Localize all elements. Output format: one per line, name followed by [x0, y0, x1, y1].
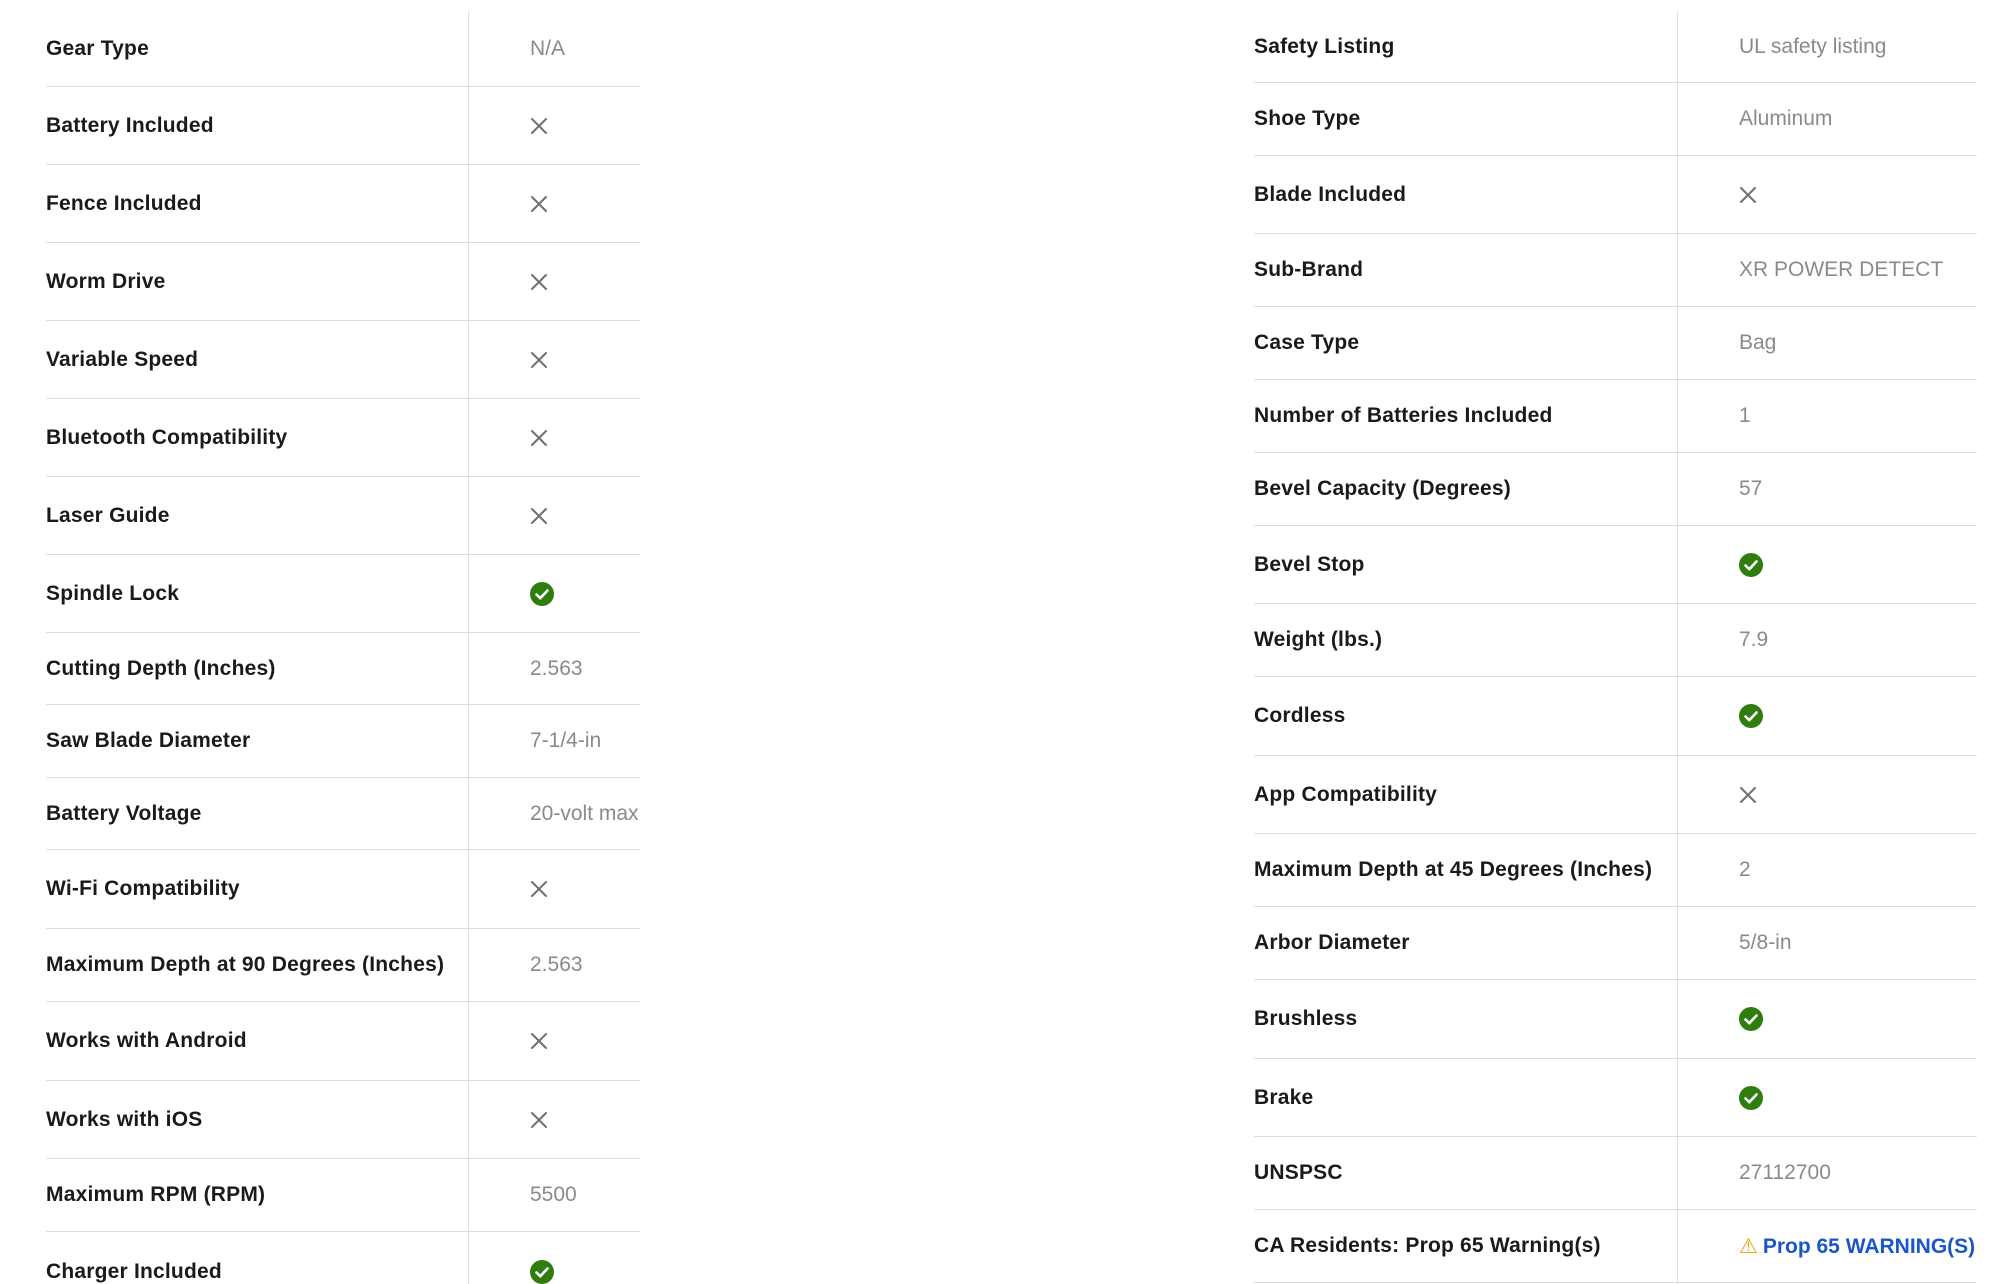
- spec-value: [469, 399, 640, 476]
- prop65-warning-text: Prop 65 WARNING(S): [1762, 1234, 1976, 1258]
- spec-value: [1678, 1059, 1977, 1136]
- spec-value: 2.563: [530, 656, 583, 680]
- checkmark-circle-icon: [1739, 1007, 1763, 1031]
- spec-row-laser-guide: [46, 477, 640, 555]
- spec-value: 7.9: [1739, 628, 1769, 651]
- spec-label: Battery Included: [46, 87, 469, 164]
- spec-label: App Compatibility: [1254, 756, 1678, 833]
- spec-row-wi-fi-compatibility: [46, 850, 640, 929]
- spec-row-blade-included: [1254, 156, 1977, 234]
- spec-value: 27112700: [1739, 1161, 1831, 1184]
- spec-row-spindle-lock: [46, 555, 640, 633]
- spec-row-maximum-depth-at-90-degrees-inches: [46, 929, 640, 1002]
- spec-label: Bevel Capacity (Degrees): [1254, 453, 1678, 525]
- spec-row-works-with-ios: [46, 1081, 640, 1159]
- spec-row-case-type: [1254, 307, 1977, 380]
- specifications-table-right: [1254, 11, 1977, 1283]
- specifications-table-left: [46, 11, 640, 1284]
- spec-value: [469, 87, 640, 164]
- spec-row-arbor-diameter: [1254, 907, 1977, 980]
- spec-label: Cutting Depth (Inches): [46, 633, 469, 704]
- spec-value: 1: [1739, 404, 1751, 427]
- spec-label: Safety Listing: [1254, 11, 1678, 82]
- checkmark-circle-icon: [1739, 704, 1763, 728]
- spec-label: Arbor Diameter: [1254, 907, 1678, 979]
- x-mark-icon: [530, 507, 548, 525]
- spec-row-unspsc: [1254, 1137, 1977, 1210]
- spec-label: Sub-Brand: [1254, 234, 1678, 306]
- spec-value: 20-volt max: [530, 801, 639, 825]
- warning-triangle-icon: ⚠: [1739, 1234, 1758, 1258]
- spec-row-works-with-android: [46, 1002, 640, 1081]
- spec-value: N/A: [530, 36, 566, 60]
- spec-label: Brushless: [1254, 980, 1678, 1058]
- spec-label: Variable Speed: [46, 321, 469, 398]
- spec-label: UNSPSC: [1254, 1137, 1678, 1209]
- x-mark-icon: [1739, 186, 1757, 204]
- spec-value: 2.563: [530, 953, 583, 976]
- spec-label: Saw Blade Diameter: [46, 705, 469, 777]
- x-mark-icon: [1739, 786, 1757, 804]
- spec-row-weight-lbs: [1254, 604, 1977, 677]
- spec-row-bevel-stop: [1254, 526, 1977, 604]
- spec-label: Bevel Stop: [1254, 526, 1678, 603]
- x-mark-icon: [530, 429, 548, 447]
- x-mark-icon: [530, 273, 548, 291]
- x-mark-icon: [530, 195, 548, 213]
- spec-value: [1678, 1210, 1977, 1282]
- spec-label: Maximum Depth at 90 Degrees (Inches): [46, 929, 469, 1001]
- spec-value: [469, 243, 640, 320]
- spec-row-sub-brand: [1254, 234, 1977, 307]
- spec-row-app-compatibility: [1254, 756, 1977, 834]
- spec-value: [1678, 677, 1977, 755]
- spec-label: Gear Type: [46, 11, 469, 86]
- spec-label: CA Residents: Prop 65 Warning(s): [1254, 1210, 1678, 1282]
- spec-row-number-of-batteries-included: [1254, 380, 1977, 453]
- spec-value: [1678, 756, 1977, 833]
- x-mark-icon: [530, 1032, 548, 1050]
- spec-value: 7-1/4-in: [530, 729, 602, 752]
- spec-row-cordless: [1254, 677, 1977, 756]
- spec-label: Blade Included: [1254, 156, 1678, 233]
- spec-row-battery-voltage: [46, 778, 640, 850]
- spec-label: Laser Guide: [46, 477, 469, 554]
- spec-label: Worm Drive: [46, 243, 469, 320]
- checkmark-circle-icon: [1739, 553, 1763, 577]
- spec-value: 57: [1739, 477, 1763, 500]
- spec-row-charger-included: [46, 1232, 640, 1284]
- spec-label: Battery Voltage: [46, 778, 469, 849]
- spec-row-cutting-depth-inches: [46, 633, 640, 705]
- x-mark-icon: [530, 1111, 548, 1129]
- spec-value: [469, 555, 640, 632]
- spec-label: Charger Included: [46, 1232, 469, 1284]
- spec-row-maximum-depth-at-45-degrees-inches: [1254, 834, 1977, 907]
- x-mark-icon: [530, 117, 548, 135]
- spec-row-brake: [1254, 1059, 1977, 1137]
- spec-row-bluetooth-compatibility: [46, 399, 640, 477]
- spec-row-gear-type: [46, 11, 640, 87]
- checkmark-circle-icon: [1739, 1086, 1763, 1110]
- prop65-warning-link[interactable]: [1739, 1234, 1975, 1259]
- x-mark-icon: [530, 351, 548, 369]
- spec-row-brushless: [1254, 980, 1977, 1059]
- spec-row-shoe-type: [1254, 83, 1977, 156]
- spec-row-ca-residents-prop-65-warning-s: [1254, 1210, 1977, 1283]
- spec-value: [469, 1002, 640, 1080]
- spec-label: Works with iOS: [46, 1081, 469, 1158]
- spec-value: XR POWER DETECT: [1739, 258, 1944, 281]
- spec-label: Brake: [1254, 1059, 1678, 1136]
- spec-label: Fence Included: [46, 165, 469, 242]
- spec-value: [469, 1081, 640, 1158]
- spec-row-battery-included: [46, 87, 640, 165]
- spec-row-maximum-rpm-rpm: [46, 1159, 640, 1232]
- x-mark-icon: [530, 880, 548, 898]
- spec-row-fence-included: [46, 165, 640, 243]
- spec-label: Maximum RPM (RPM): [46, 1159, 469, 1231]
- spec-value: [1678, 156, 1977, 233]
- spec-label: Maximum Depth at 45 Degrees (Inches): [1254, 834, 1678, 906]
- spec-row-worm-drive: [46, 243, 640, 321]
- spec-value: [469, 477, 640, 554]
- spec-value: UL safety listing: [1739, 34, 1887, 58]
- spec-value: Bag: [1739, 331, 1777, 354]
- spec-value: 5500: [530, 1183, 577, 1206]
- spec-label: Bluetooth Compatibility: [46, 399, 469, 476]
- spec-value: [1678, 980, 1977, 1058]
- spec-value: Aluminum: [1739, 107, 1833, 130]
- spec-value: [469, 1232, 640, 1284]
- spec-row-bevel-capacity-degrees: [1254, 453, 1977, 526]
- spec-label: Cordless: [1254, 677, 1678, 755]
- spec-row-saw-blade-diameter: [46, 705, 640, 778]
- spec-row-variable-speed: [46, 321, 640, 399]
- spec-value: [469, 165, 640, 242]
- spec-label: Weight (lbs.): [1254, 604, 1678, 676]
- checkmark-circle-icon: [530, 582, 554, 606]
- spec-value: 2: [1739, 858, 1751, 881]
- spec-value: [469, 321, 640, 398]
- spec-label: Works with Android: [46, 1002, 469, 1080]
- spec-label: Spindle Lock: [46, 555, 469, 632]
- spec-label: Case Type: [1254, 307, 1678, 379]
- checkmark-circle-icon: [530, 1260, 554, 1284]
- spec-value: [1678, 526, 1977, 603]
- spec-label: Wi-Fi Compatibility: [46, 850, 469, 928]
- spec-label: Shoe Type: [1254, 83, 1678, 155]
- spec-label: Number of Batteries Included: [1254, 380, 1678, 452]
- spec-row-safety-listing: [1254, 11, 1977, 83]
- spec-value: 5/8-in: [1739, 931, 1792, 954]
- spec-value: [469, 850, 640, 928]
